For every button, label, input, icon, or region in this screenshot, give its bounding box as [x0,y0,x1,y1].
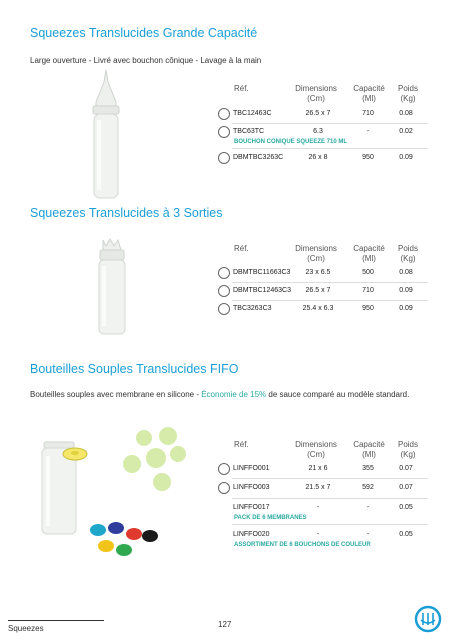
row-weight: 0.08 [399,269,413,276]
row-ref: LINFFO017 [233,504,270,511]
section-title-three-outlets: Squeezes Translucides à 3 Sorties [30,206,223,220]
table-row[interactable] [218,285,428,299]
header-dimensions: Dimensions (Cm) [295,244,337,263]
row-weight: 0.09 [399,305,413,312]
row-ref: DBMTBC11663C3 [233,269,291,276]
row-weight: 0.07 [399,465,413,472]
row-note: PACK DE 6 MEMBRANES [234,515,307,521]
row-divider [232,300,428,301]
footer-label: Squeezes [8,624,44,633]
select-radio[interactable] [218,152,230,164]
table-row[interactable] [218,303,428,317]
squeeze-bottle-image [88,68,124,200]
row-capacity: 710 [362,287,374,294]
row-dimensions: 26 x 8 [308,154,328,161]
header-dimensions: Dimensions (Cm) [295,440,337,459]
row-ref: LINFFO003 [233,484,270,491]
row-capacity: - [366,128,370,135]
row-divider [232,282,428,283]
row-capacity: - [366,504,370,511]
row-dimensions: - [316,504,320,511]
table-row [218,502,428,516]
select-radio[interactable] [218,303,230,315]
header-capacity: Capacité (Ml) [353,244,385,263]
select-radio[interactable] [218,463,230,475]
select-radio[interactable] [218,482,230,494]
row-note: BOUCHON CONIQUE SQUEEZE 710 ML [234,139,348,145]
row-ref: TBC63TC [233,128,265,135]
row-capacity: - [366,531,370,538]
row-dimensions: 23 x 6.5 [305,269,331,276]
row-ref: TBC12463C [233,110,272,117]
select-radio[interactable] [218,267,230,279]
row-note: ASSORTIMENT DE 6 BOUCHONS DE COULEUR [234,542,371,548]
row-dimensions: 21 x 6 [308,465,328,472]
row-ref: LINFFO001 [233,465,270,472]
table-row[interactable] [218,463,428,477]
row-weight: 0.07 [399,484,413,491]
row-weight: 0.09 [399,287,413,294]
row-dimensions: 21.5 x 7 [305,484,331,491]
row-ref: LINFFO020 [233,531,270,538]
row-capacity: 592 [362,484,374,491]
row-divider [232,524,428,525]
select-radio[interactable] [218,108,230,120]
row-capacity: 950 [362,154,374,161]
table-row[interactable] [218,108,428,122]
section-title-fifo: Bouteilles Souples Translucides FIFO [30,362,239,376]
row-divider [232,148,428,149]
row-weight: 0.05 [399,504,413,511]
row-capacity: 950 [362,305,374,312]
row-dimensions: 25.4 x 6.3 [302,305,334,312]
select-radio[interactable] [218,285,230,297]
table-row [218,529,428,543]
row-weight: 0.08 [399,110,413,117]
row-weight: 0.09 [399,154,413,161]
row-dimensions: 26.5 x 7 [305,287,331,294]
row-ref: TBC3263C3 [233,305,272,312]
row-divider [232,123,428,124]
section-title-large-capacity: Squeezes Translucides Grande Capacité [30,26,258,40]
row-capacity: 710 [362,110,374,117]
section-subtitle-fifo: Bouteilles souples avec membrane en silicone - Économie de 15% de sauce comparé au modèle standard. [30,390,410,399]
table-row[interactable] [218,152,428,166]
select-radio[interactable] [218,126,230,138]
footer-divider [8,620,104,621]
section-subtitle-large-capacity: Large ouverture - Livré avec bouchon cônique - Lavage à la main [30,56,262,65]
row-divider [232,498,428,499]
header-capacity: Capacité (Ml) [353,84,385,103]
fifo-bottle-image [28,424,210,560]
row-capacity: 500 [362,269,374,276]
row-weight: 0.05 [399,531,413,538]
header-ref: Réf. [234,84,249,93]
header-dimensions: Dimensions (Cm) [295,84,337,103]
row-capacity: 355 [362,465,374,472]
table-row[interactable] [218,267,428,281]
header-weight: Poids (Kg) [397,84,418,103]
header-ref: Réf. [234,440,249,449]
header-weight: Poids (Kg) [397,440,418,459]
row-dimensions: 6.3 [313,128,323,135]
header-weight: Poids (Kg) [397,244,418,263]
header-ref: Réf. [234,244,249,253]
table-row[interactable] [218,482,428,496]
page-number: 127 [218,620,232,629]
table-row[interactable] [218,126,428,140]
row-ref: DBMTBC12463C3 [233,287,291,294]
three-outlet-squeeze-image [95,236,129,336]
row-dimensions: 26.5 x 7 [305,110,331,117]
row-weight: 0.02 [399,128,413,135]
fork-knife-logo-icon [414,604,442,634]
header-capacity: Capacité (Ml) [353,440,385,459]
row-dimensions: - [316,531,320,538]
row-ref: DBMTBC3263C [233,154,284,161]
row-divider [232,478,428,479]
